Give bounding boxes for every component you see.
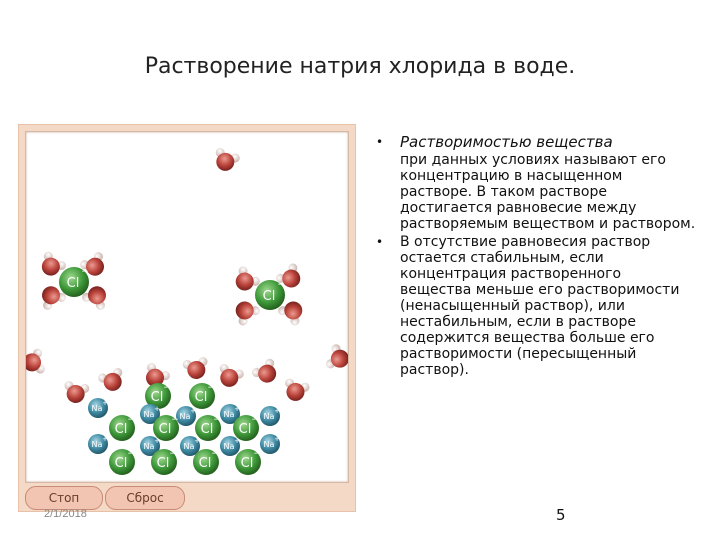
- sodium-ion-charge: +: [154, 405, 160, 413]
- bullet-lead-term: Растворимостью вещества: [400, 133, 613, 151]
- chloride-ion-charge: −: [251, 415, 259, 425]
- sodium-ion-label: Na: [183, 442, 195, 451]
- sodium-ion-charge: +: [274, 435, 280, 443]
- sodium-ion-charge: +: [234, 405, 240, 413]
- chloride-ion-label: Cl: [200, 422, 214, 437]
- chloride-ion-label: Cl: [198, 456, 212, 471]
- sodium-ion-charge: +: [154, 437, 160, 445]
- bullet-list: [366, 134, 696, 380]
- bullet-item: [366, 134, 696, 232]
- bullet-marker: •: [376, 235, 384, 249]
- chloride-ion-charge: −: [207, 383, 215, 393]
- sodium-ion-label: Na: [143, 410, 155, 419]
- bullet-item: [366, 234, 696, 378]
- chloride-ion-charge: −: [171, 415, 179, 425]
- sodium-ion-charge: +: [234, 437, 240, 445]
- sodium-ion-label: Na: [143, 442, 155, 451]
- dissolution-animation: [26, 132, 348, 482]
- bullet-text: В отсутствие равновесия раствор остается стабильным, если концентрация растворенного вещества меньше его растворимости (ненасыщенный раствор), или нестабильным, если в растворе содержится вещества больше его растворимости (пересыщенный раствор).: [400, 234, 680, 378]
- chloride-ion-charge: −: [213, 415, 221, 425]
- chloride-ion-label: Cl: [66, 276, 80, 291]
- water-molecule: [97, 367, 128, 395]
- simulation-canvas: [25, 131, 349, 483]
- oxygen-atom: [38, 254, 63, 279]
- reset-button[interactable]: Сброс: [105, 486, 185, 510]
- water-molecule: [281, 378, 310, 404]
- chloride-ion-charge: −: [127, 449, 135, 459]
- water-molecule: [325, 343, 348, 374]
- oxygen-atom: [85, 283, 110, 308]
- oxygen-atom: [39, 283, 64, 308]
- sodium-ion-label: Na: [223, 410, 235, 419]
- water-molecule: [26, 348, 46, 376]
- bullet-marker: •: [376, 135, 384, 149]
- chloride-ion-charge: −: [127, 415, 135, 425]
- chloride-ion-label: Cl: [240, 456, 254, 471]
- sodium-ion-label: Na: [179, 412, 191, 421]
- sodium-ion-charge: +: [190, 407, 196, 415]
- sodium-ion-label: Na: [223, 442, 235, 451]
- chloride-ion-label: Cl: [262, 289, 276, 304]
- chloride-ion-label: Cl: [194, 390, 208, 405]
- chloride-ion-charge: −: [163, 383, 171, 393]
- stop-button[interactable]: Стоп: [25, 486, 103, 510]
- water-molecule: [62, 380, 90, 405]
- oxygen-atom: [255, 361, 280, 386]
- sodium-ion-charge: +: [102, 435, 108, 443]
- chloride-ion-label: Cl: [150, 390, 164, 405]
- sodium-ion-charge: +: [102, 399, 108, 407]
- chloride-ion-label: Cl: [158, 422, 172, 437]
- oxygen-atom: [281, 298, 306, 323]
- sodium-ion-label: Na: [91, 440, 103, 449]
- water-molecule: [182, 356, 210, 381]
- chloride-ion-charge: −: [211, 449, 219, 459]
- water-molecule: [250, 357, 282, 388]
- water-molecule: [210, 147, 241, 175]
- chloride-ion-label: Cl: [238, 422, 252, 437]
- chloride-ion-label: Cl: [114, 456, 128, 471]
- simulation-panel: [18, 124, 356, 512]
- chloride-ion-charge: −: [169, 449, 177, 459]
- chloride-ion-charge: −: [277, 280, 285, 290]
- page-number: 5: [556, 506, 566, 524]
- chloride-ion-charge: −: [253, 449, 261, 459]
- sodium-ion-charge: +: [274, 407, 280, 415]
- oxygen-atom: [232, 269, 257, 294]
- chloride-ion-charge: −: [81, 267, 89, 277]
- oxygen-atom: [232, 298, 257, 323]
- sodium-ion-label: Na: [263, 440, 275, 449]
- chloride-ion-label: Cl: [114, 422, 128, 437]
- sodium-ion-charge: +: [194, 437, 200, 445]
- sodium-ion-label: Na: [263, 412, 275, 421]
- bullet-text: при данных условиях называют его концентрацию в насыщенном растворе. В таком растворе достигается равновесие между растворяемым веществом и раствором.: [400, 152, 696, 232]
- sodium-ion-label: Na: [91, 404, 103, 413]
- chloride-ion-label: Cl: [156, 456, 170, 471]
- footer-date: 2/1/2018: [44, 508, 87, 520]
- water-molecule: [214, 363, 245, 391]
- slide-title: Растворение натрия хлорида в воде.: [144, 54, 576, 79]
